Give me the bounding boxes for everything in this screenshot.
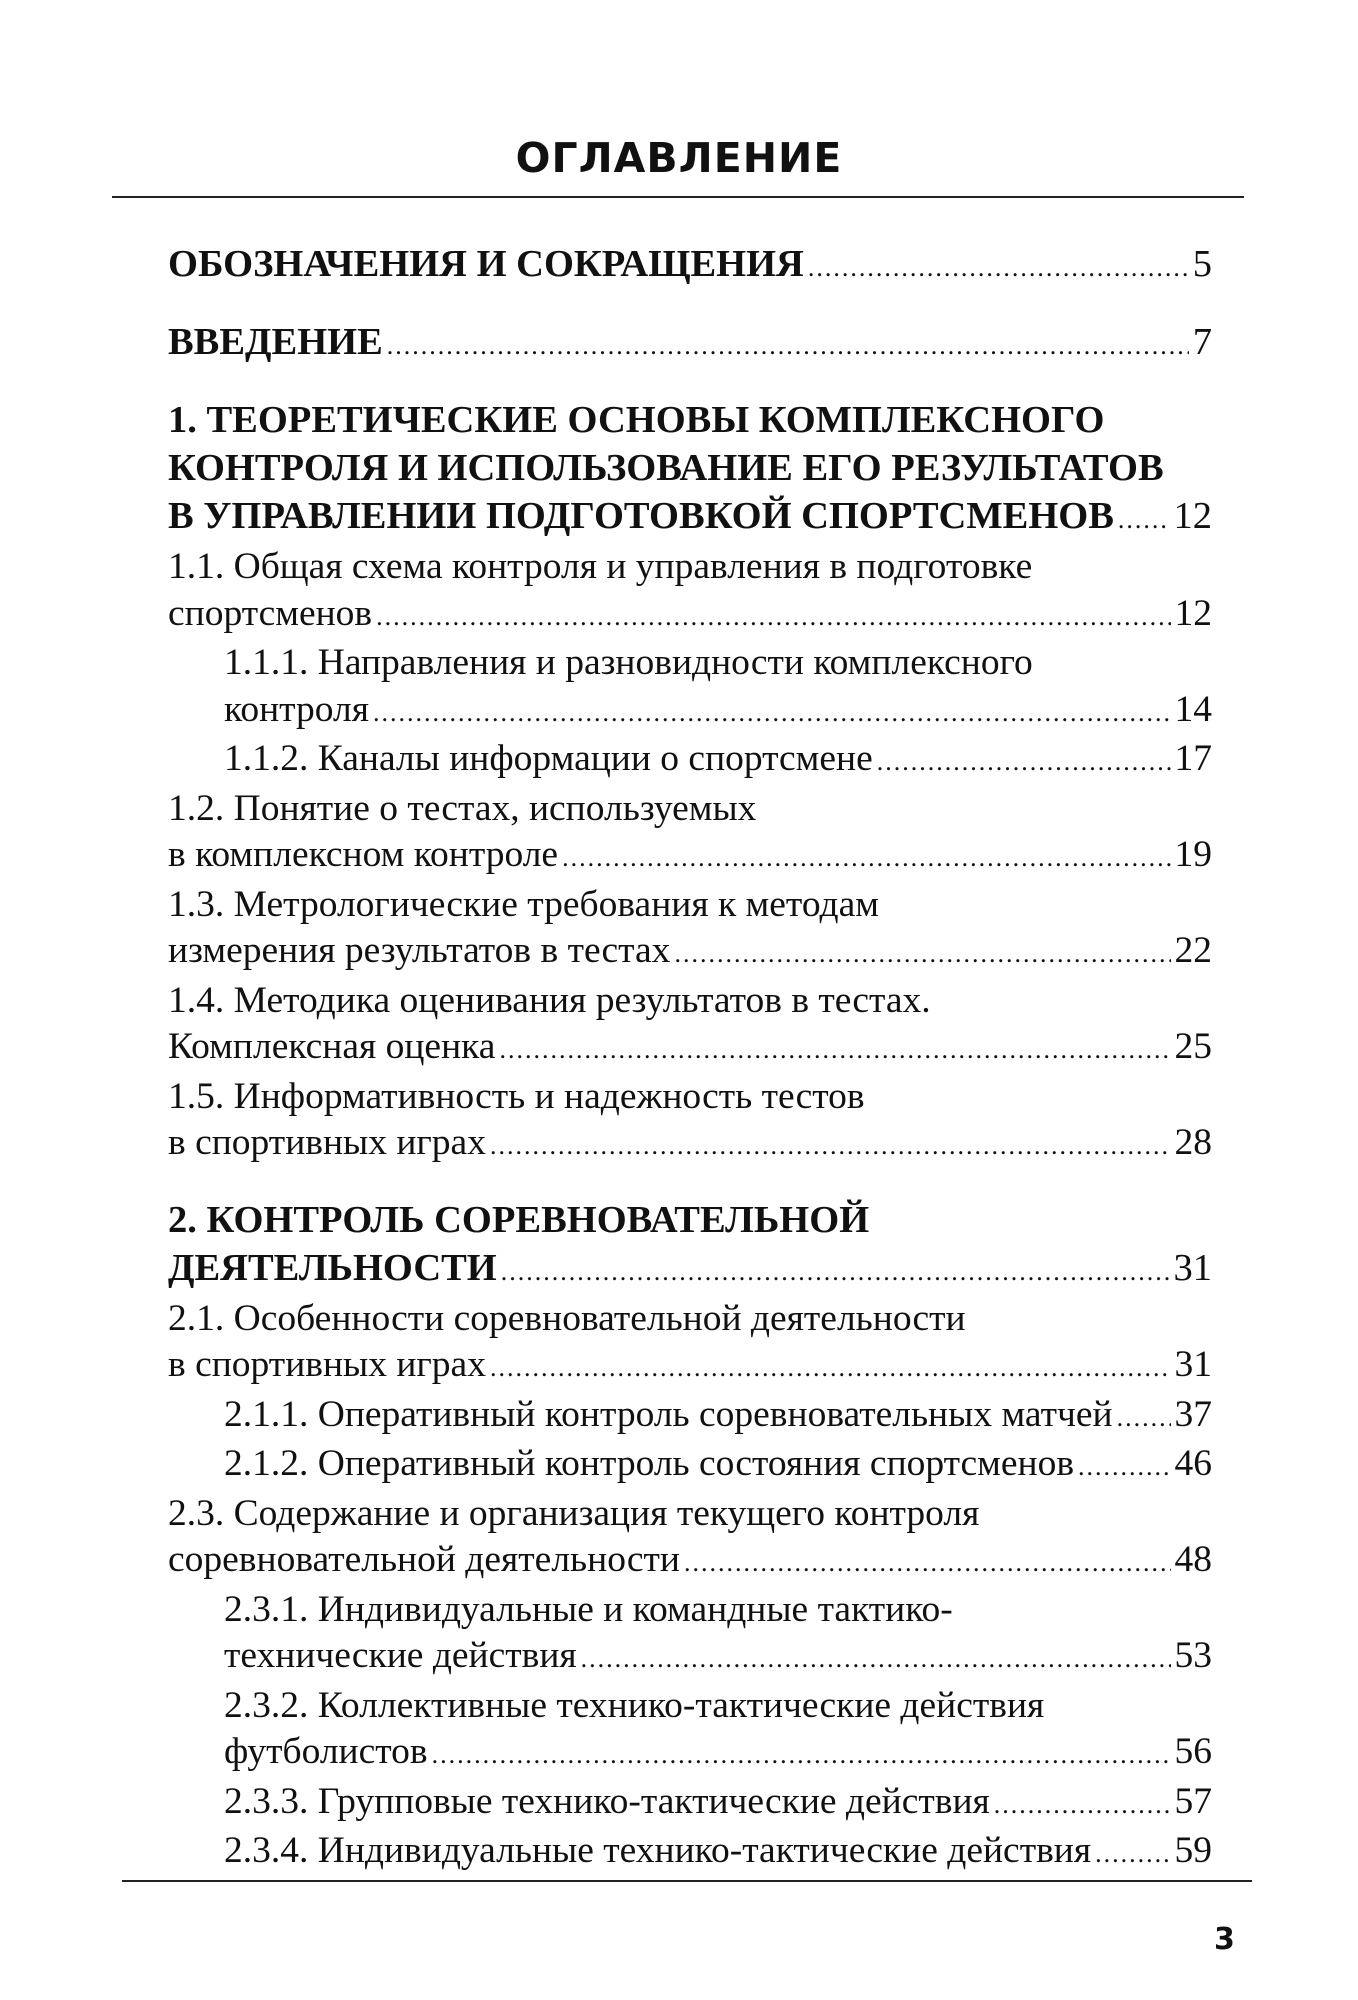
dot-leader (499, 1027, 1170, 1074)
table-of-contents (168, 240, 1212, 1878)
toc-entry-2-3-2[interactable] (168, 1683, 1212, 1779)
dot-leader (808, 244, 1189, 292)
dot-leader (877, 739, 1171, 786)
toc-entry-title: 2.1.1. Оперативный контроль соревновательных матчей (224, 1393, 1113, 1435)
toc-entry-title-line: в спортивных играх (168, 1344, 486, 1385)
toc-entry-title-line: 2.1. Особенности соревновательной деятельности (168, 1297, 966, 1339)
toc-entry-2-3-3[interactable] (168, 1779, 1212, 1829)
toc-entry-title-line: 1.5. Информативность и надежность тестов (168, 1075, 865, 1117)
dot-leader (490, 1123, 1171, 1170)
toc-entry-title-line: соревновательной деятельности (168, 1539, 680, 1580)
toc-entry-1-1-1[interactable] (168, 640, 1212, 736)
toc-entry-1-4[interactable] (168, 978, 1212, 1074)
toc-entry-title: ВВЕДЕНИЕ (168, 321, 383, 363)
toc-entry-1-5[interactable] (168, 1074, 1212, 1170)
dot-leader (994, 1782, 1171, 1829)
toc-page-number: 17 (1174, 738, 1212, 779)
toc-entry-title: 2.3.4. Индивидуальные технико-тактические действия (224, 1830, 1092, 1871)
toc-entry-title: 2.1.2. Оперативный контроль состояния спортсменов (224, 1443, 1075, 1484)
page-title: ОГЛАВЛЕНИЕ (515, 134, 843, 182)
toc-entry-chapter-1[interactable] (168, 396, 1212, 544)
toc-page-number: 53 (1174, 1635, 1212, 1676)
toc-page-number: 37 (1174, 1393, 1212, 1435)
toc-entry-1-1[interactable] (168, 544, 1212, 640)
toc-entry-title: 2.3.3. Групповые технико-тактические действия (224, 1780, 990, 1822)
toc-entry-title-line: 1.4. Методика оценивания результатов в тестах. (168, 979, 931, 1021)
dot-leader (684, 1540, 1171, 1587)
toc-entry-2-1-2[interactable] (168, 1441, 1212, 1491)
toc-entry-title-line: ДЕЯТЕЛЬНОСТИ (168, 1246, 497, 1289)
bottom-divider (122, 1880, 1252, 1882)
toc-page-number: 57 (1174, 1780, 1212, 1822)
toc-entry-title-line: спортсменов (168, 592, 373, 634)
toc-entry-2-1[interactable] (168, 1296, 1212, 1392)
dot-leader (1118, 496, 1170, 544)
toc-entry-2-3[interactable] (168, 1491, 1212, 1587)
dot-leader (501, 1248, 1170, 1296)
dot-leader (432, 1732, 1171, 1779)
toc-page-number: 19 (1174, 834, 1212, 875)
toc-entry-title-line: 1. ТЕОРЕТИЧЕСКИЕ ОСНОВЫ КОМПЛЕКСНОГО (168, 399, 1105, 441)
toc-entry-2-3-4[interactable] (168, 1828, 1212, 1878)
dot-leader (1095, 1831, 1170, 1878)
toc-page-number: 46 (1174, 1443, 1212, 1484)
toc-entry-title-line: КОНТРОЛЯ И ИСПОЛЬЗОВАНИЕ ЕГО РЕЗУЛЬТАТОВ (168, 447, 1164, 489)
dot-leader (387, 322, 1189, 370)
toc-entry-1-1-2[interactable] (168, 736, 1212, 786)
toc-page-number: 7 (1192, 321, 1212, 363)
page-number: 3 (1214, 1922, 1235, 1957)
toc-entry-introduction[interactable] (168, 318, 1212, 370)
dot-leader (490, 1345, 1171, 1392)
toc-entry-title-line: 1.2. Понятие о тестах, используемых (168, 787, 757, 829)
toc-entry-title-line: Комплексная оценка (168, 1026, 496, 1067)
dot-leader (1117, 1395, 1171, 1442)
toc-page-number: 59 (1174, 1830, 1212, 1871)
toc-entry-1-2[interactable] (168, 786, 1212, 882)
dot-leader (581, 1636, 1171, 1683)
toc-page-number: 31 (1173, 1246, 1212, 1289)
dot-leader (1078, 1444, 1170, 1491)
toc-entry-title-line: 1.1. Общая схема контроля и управления в подготовке (168, 546, 1033, 587)
toc-entry-title-line: в комплексном контроле (168, 834, 559, 875)
toc-page-number: 5 (1192, 243, 1212, 285)
toc-entry-2-3-1[interactable] (168, 1587, 1212, 1683)
toc-entry-title-line: в спортивных играх (168, 1122, 486, 1163)
toc-entry-title: ОБОЗНАЧЕНИЯ И СОКРАЩЕНИЯ (168, 243, 804, 285)
toc-entry-title-line: 1.3. Метрологические требования к методам (168, 883, 879, 925)
dot-leader (376, 594, 1170, 641)
top-divider (112, 196, 1244, 198)
toc-entry-title-line: В УПРАВЛЕНИИ ПОДГОТОВКОЙ СПОРТСМЕНОВ (168, 495, 1114, 537)
toc-entry-title: 1.1.2. Каналы информации о спортсмене (224, 738, 873, 779)
toc-entry-2-1-1[interactable] (168, 1392, 1212, 1442)
toc-entry-title-line: контроля (224, 688, 369, 730)
toc-entry-title-line: 2. КОНТРОЛЬ СОРЕВНОВАТЕЛЬНОЙ (168, 1198, 870, 1241)
toc-page-number: 14 (1174, 688, 1212, 730)
toc-page-number: 12 (1173, 495, 1212, 537)
toc-entry-1-3[interactable] (168, 882, 1212, 978)
toc-entry-title-line: 2.3. Содержание и организация текущего контроля (168, 1492, 980, 1534)
toc-page-number: 22 (1174, 930, 1212, 971)
dot-leader (373, 690, 1171, 737)
toc-entry-abbreviations[interactable] (168, 240, 1212, 292)
toc-entry-title-line: измерения результатов в тестах (168, 930, 671, 971)
toc-page-number: 48 (1174, 1539, 1212, 1580)
toc-page-number: 56 (1174, 1731, 1212, 1772)
toc-entry-chapter-2[interactable] (168, 1196, 1212, 1296)
dot-leader (674, 931, 1170, 978)
toc-entry-title-line: 1.1.1. Направления и разновидности комплексного (224, 642, 1033, 683)
toc-page-number: 25 (1174, 1026, 1212, 1067)
toc-entry-title-line: технические действия (224, 1635, 577, 1676)
toc-page-number: 31 (1174, 1344, 1212, 1385)
toc-page-number: 28 (1174, 1122, 1212, 1163)
toc-entry-title-line: футболистов (224, 1731, 428, 1772)
toc-entry-title-line: 2.3.1. Индивидуальные и командные тактико- (224, 1588, 953, 1630)
dot-leader (562, 835, 1170, 882)
toc-page-number: 12 (1174, 592, 1212, 634)
toc-entry-title-line: 2.3.2. Коллективные технико-тактические действия (224, 1684, 1045, 1726)
